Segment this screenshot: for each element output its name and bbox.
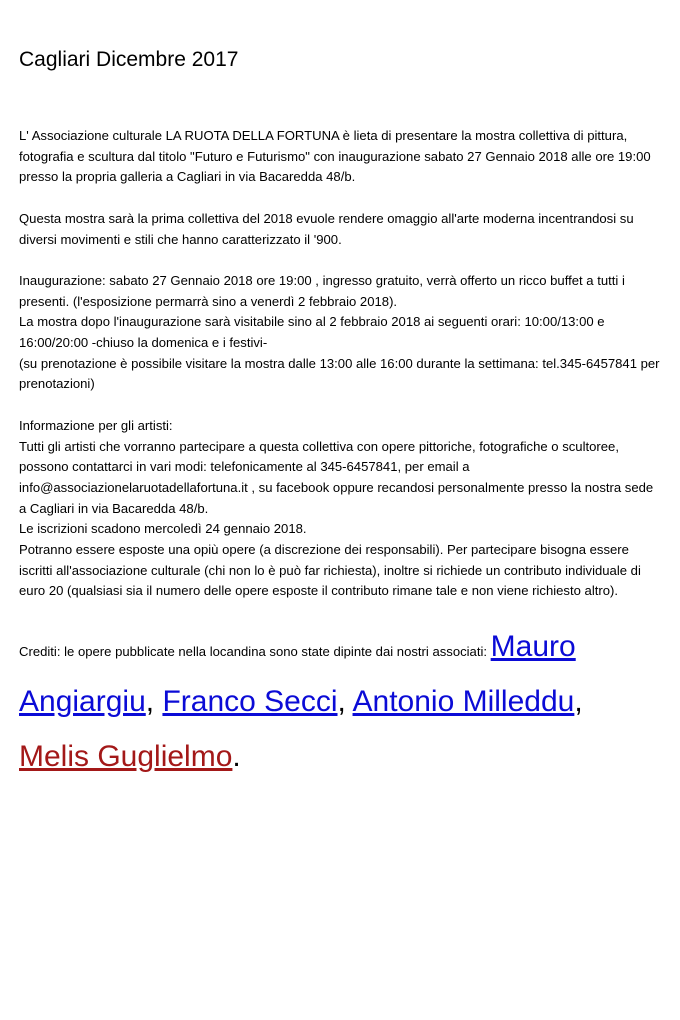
paragraph-exhibition: Questa mostra sarà la prima collettiva del 2018 evuole rendere omaggio all'arte moderna incentrandosi su diversi movimenti e stili che hanno caratterizzato il '900. [19,210,634,247]
paragraph-opening-hours: La mostra dopo l'inaugurazione sarà visitabile sino al 2 febbraio 2018 ai seguenti orari: 10:00/13:00 e 16:00/20:00 -chiuso la domenica e i festivi- [19,314,605,350]
credits-separator: , [574,685,583,718]
paragraph-artists-heading: Informazione per gli artisti: [19,417,173,433]
document-title: Cagliari Dicembre 2017 [19,48,239,71]
paragraph-contact: Tutti gli artisti che vorranno partecipare a questa collettiva con opere pittoriche, fotografiche o scultoree, possono contattarci in vari modi: telefonicamente al 345-6457841, per email a info@associazionelaruotadellafortuna.it , su facebook oppure recandosi personalmente presso la nostra sede a Cagliari in via Bacaredda 48/b. [19,438,654,516]
paragraph-participation: Potranno essere esposte una opiù opere (a discrezione dei responsabili). Per partecipare bisogna essere iscritti all'associazione culturale (chi non lo è può far richiesta), inoltre si richiede un contributo individuale di euro 20 (qualsiasi sia il numero delle opere esposte il contributo rimane tale e non viene richiesto altro). [19,542,641,599]
artist-link-franco-secci[interactable]: Franco Secci [162,685,338,718]
credits-separator: , [337,685,353,718]
credits-section [19,622,661,787]
artist-link-mauro-angiargiu[interactable]: Mauro Angiargiu [19,630,576,718]
artist-link-melis-guglielmo[interactable]: Melis Guglielmo [19,740,233,773]
credits-separator: , [145,685,163,718]
credits-end: . [232,740,241,773]
artist-link-antonio-milleddu[interactable]: Antonio Milleddu [352,685,575,718]
paragraph-booking: (su prenotazione è possibile visitare la mostra dalle 13:00 alle 16:00 durante la settimana: tel.345-6457841 per prenotazioni) [19,355,660,392]
paragraph-inauguration: Inaugurazione: sabato 27 Gennaio 2018 ore 19:00 , ingresso gratuito, verrà offerto un ricco buffet a tutti i presenti. (l'esposizione permarrà sino a venerdì 2 febbraio 2018). [19,272,625,309]
credits-intro: Crediti: le opere pubblicate nella locandina sono state dipinte dai nostri associati: [19,644,491,659]
paragraph-intro: L' Associazione culturale LA RUOTA DELLA FORTUNA è lieta di presentare la mostra collettiva di pittura, fotografia e scultura dal titolo "Futuro e Futurismo" con inaugurazione sabato 27 Gennaio 2018 alle ore 19:00 presso la propria galleria a Cagliari in via Bacaredda 48/b. [19,128,651,185]
paragraph-deadline: Le iscrizioni scadono mercoledì 24 gennaio 2018. [19,521,307,537]
document-body [19,126,661,602]
